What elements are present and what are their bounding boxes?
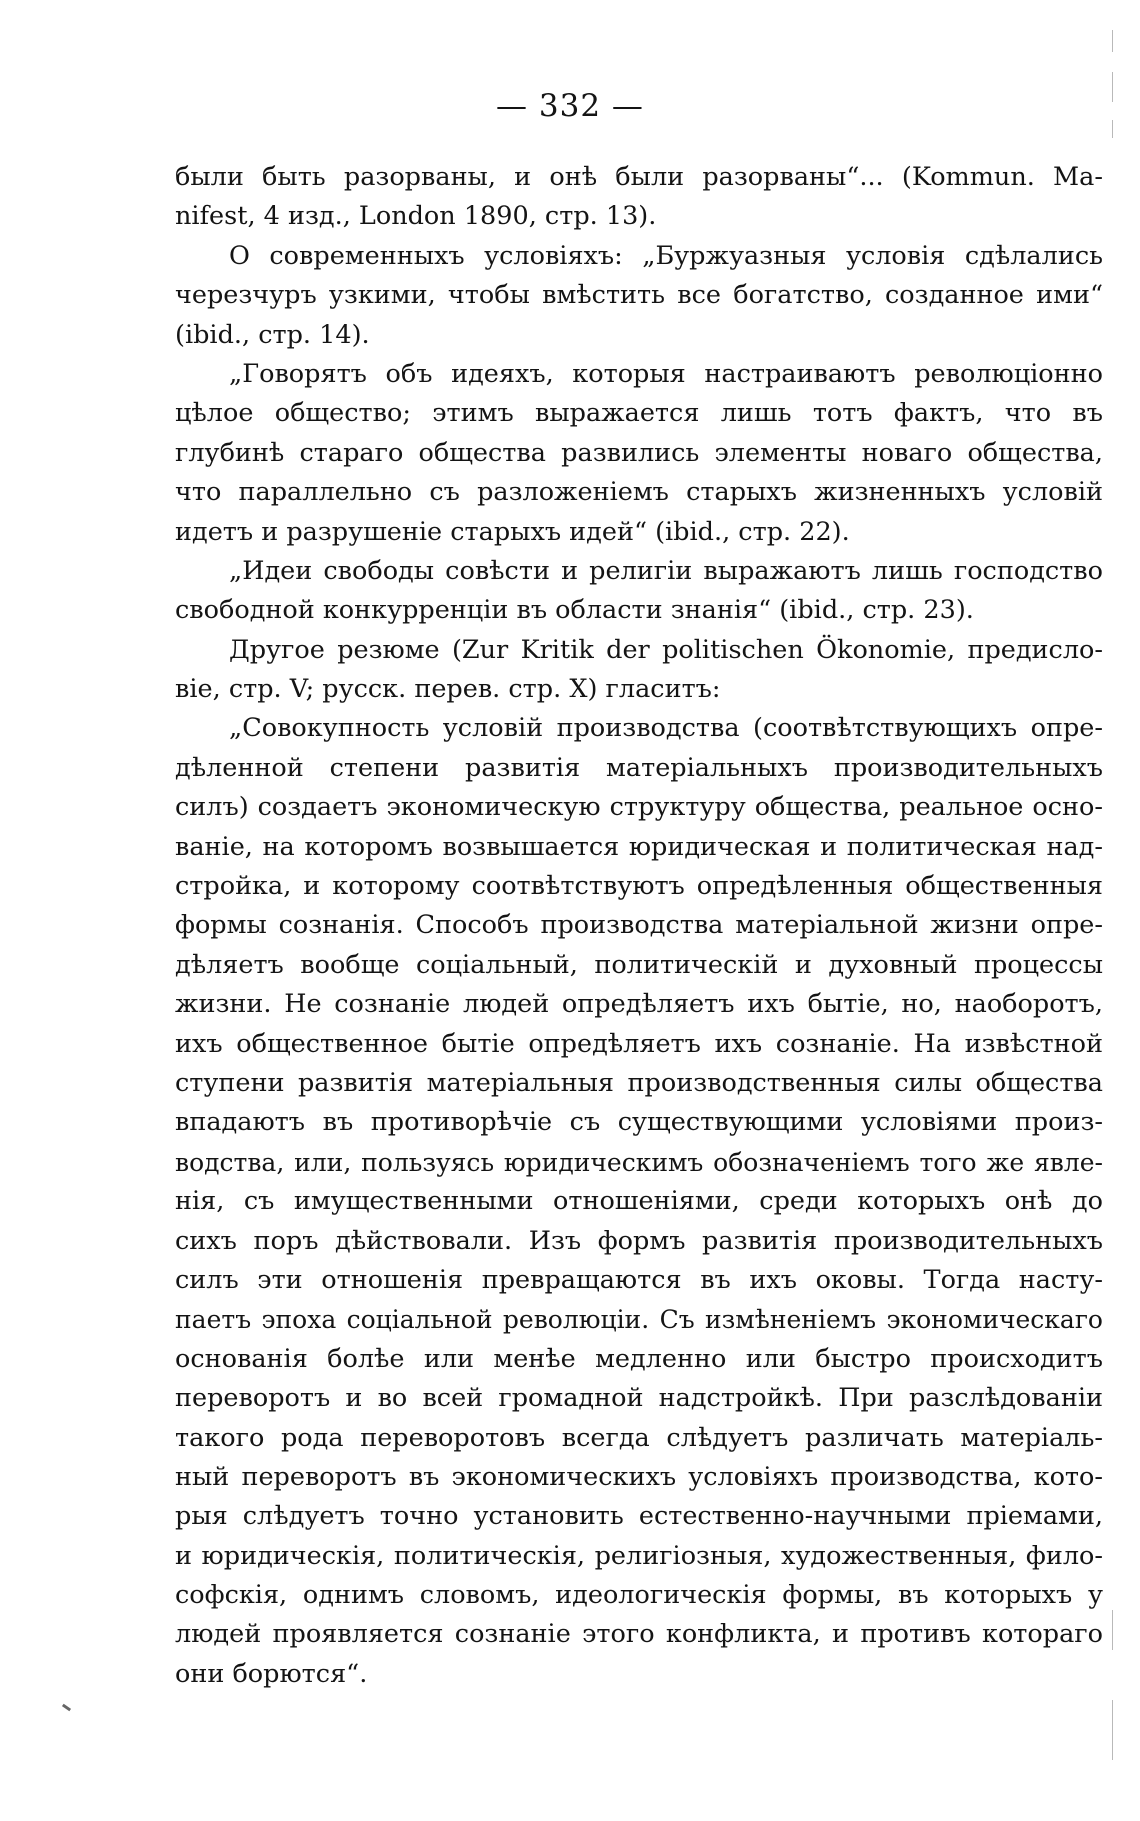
scan-edge-mark	[1112, 30, 1113, 52]
text-line: силъ) создаетъ экономическую структуру общества, реальное осно-	[175, 792, 1103, 823]
text-line: свободной конкурренціи въ области знанія“ (ibid., стр. 23).	[175, 595, 974, 626]
body-text	[175, 158, 1103, 1694]
scan-speck	[62, 1704, 71, 1712]
page-number: — 332 —	[496, 88, 644, 124]
text-line: ихъ общественное бытіе опредѣляетъ ихъ сознаніе. На извѣстной	[175, 1028, 1103, 1059]
text-line: впадаютъ въ противорѣчіе съ существующими условіями произ-	[175, 1107, 1103, 1138]
text-line: они борются“.	[175, 1658, 368, 1689]
text-line: жизни. Не сознаніе людей опредѣляетъ ихъ бытіе, но, наоборотъ,	[175, 989, 1103, 1020]
text-line: (ibid., стр. 14).	[175, 319, 370, 350]
text-line: черезчуръ узкими, чтобы вмѣстить все богатство, созданное ими“	[175, 280, 1103, 311]
text-line: что параллельно съ разложеніемъ старыхъ жизненныхъ условій	[175, 477, 1103, 508]
scan-edge-mark	[1112, 120, 1113, 138]
scan-edge-mark	[1112, 72, 1113, 102]
text-line: нія, съ имущественными отношеніями, среди которыхъ онѣ до	[175, 1186, 1103, 1217]
text-line: стройка, и которому соотвѣтствуютъ опредѣленныя общественныя	[175, 871, 1103, 902]
text-line: віе, стр. V; русск. перев. стр. X) гласитъ:	[175, 674, 721, 705]
text-line: основанія болѣе или менѣе медленно или быстро происходитъ	[175, 1343, 1103, 1374]
text-line: сихъ поръ дѣйствовали. Изъ формъ развитія производительныхъ	[175, 1225, 1103, 1256]
text-line: паетъ эпоха соціальной революціи. Съ измѣненіемъ экономическаго	[175, 1305, 1103, 1335]
text-line: „Совокупность условій производства (соотвѣтствующихъ опре-	[229, 713, 1103, 744]
text-line: такого рода переворотовъ всегда слѣдуетъ различать матеріаль-	[175, 1422, 1103, 1453]
text-line: О современныхъ условіяхъ: „Буржуазныя условія сдѣлались	[229, 240, 1103, 271]
text-line: цѣлое общество; этимъ выражается лишь тотъ фактъ, что въ	[175, 398, 1103, 429]
text-line: силъ эти отношенія превращаются въ ихъ оковы. Тогда насту-	[175, 1264, 1103, 1295]
text-line: рыя слѣдуетъ точно установить естественно-научными пріемами,	[175, 1501, 1103, 1532]
text-line: „Идеи свободы совѣсти и религіи выражаютъ лишь господство	[229, 555, 1103, 586]
text-line: ступени развитія матеріальныя производственныя силы общества	[175, 1067, 1103, 1098]
text-line: ваніе, на которомъ возвышается юридическая и политическая над-	[175, 831, 1103, 862]
text-line: Другое резюме (Zur Kritik der politischen Ökonomie, предисло-	[229, 634, 1103, 665]
text-line: водства, или, пользуясь юридическимъ обозначеніемъ того же явле-	[175, 1147, 1103, 1177]
text-line: глубинѣ стараго общества развились элементы новаго общества,	[175, 437, 1103, 468]
text-line: дѣляетъ вообще соціальный, политическій и духовный процессы	[175, 949, 1103, 980]
text-line: переворотъ и во всей громадной надстройкѣ. При разслѣдованіи	[175, 1383, 1103, 1414]
text-line: nifest, 4 изд., London 1890, стр. 13).	[175, 201, 657, 232]
text-line: идетъ и разрушеніе старыхъ идей“ (ibid., стр. 22).	[175, 516, 850, 547]
scan-edge-mark	[1112, 1610, 1113, 1650]
text-line: и юридическія, политическія, религіозныя, художественныя, фило-	[175, 1540, 1103, 1571]
text-line: были быть разорваны, и онѣ были разорваны“... (Kommun. Ma-	[175, 162, 1103, 192]
text-line: дѣленной степени развитія матеріальныхъ производительныхъ	[175, 752, 1103, 783]
text-line: ный переворотъ въ экономическихъ условіяхъ производства, кото-	[175, 1461, 1103, 1492]
text-line: „Говорятъ объ идеяхъ, которыя настраиваютъ революціонно	[229, 358, 1103, 389]
text-line: людей проявляется сознаніе этого конфликта, и противъ котораго	[175, 1619, 1103, 1650]
text-line: формы сознанія. Способъ производства матеріальной жизни опре-	[175, 910, 1103, 941]
text-line: софскія, однимъ словомъ, идеологическія формы, въ которыхъ у	[175, 1580, 1103, 1611]
scan-edge-mark	[1112, 1700, 1113, 1760]
